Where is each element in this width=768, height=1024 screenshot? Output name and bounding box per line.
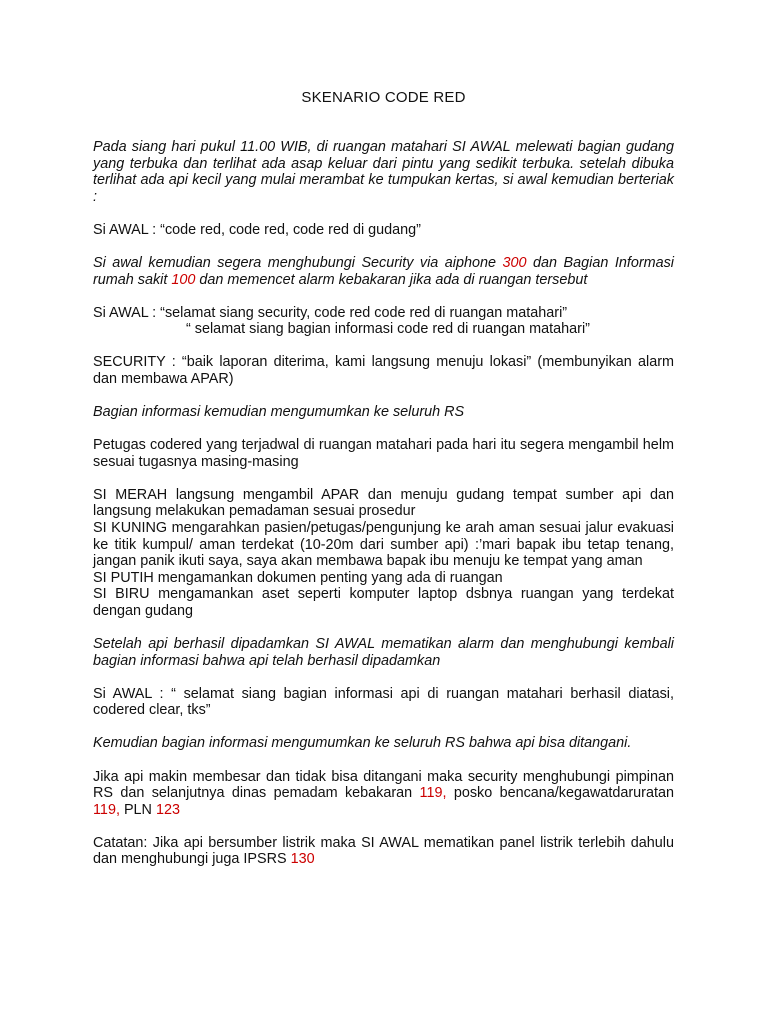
text-segment: PLN — [119, 801, 156, 818]
role-si-kuning: SI KUNING mengarahkan pasien/petugas/pengunjung ke arah aman sesuai jalur evakuasi ke titik kumpul/ aman terdekat (10-20m dari sumber api) :’mari bapak ibu tetap tenang, jangan panik ikuti saya, saya akan membawa bapak ibu menuju ke tempat yang aman — [93, 520, 674, 570]
role-si-merah: SI MERAH langsung mengambil APAR dan menuju gudang tempat sumber api dan langsung melakukan pemadaman sesuai prosedur — [93, 486, 674, 520]
phone-number-posko: 119, — [93, 801, 120, 818]
paragraph-announcement: Bagian informasi kemudian mengumumkan ke seluruh RS — [93, 404, 465, 421]
phone-number-security: 300 — [502, 254, 527, 271]
paragraph-security-response: SECURITY : “baik laporan diterima, kami langsung menuju lokasi” (membunyikan alarm dan membawa APAR) — [93, 354, 674, 387]
text-segment: dan Bagian Informasi rumah sakit — [93, 254, 674, 288]
paragraph-roles — [93, 487, 674, 620]
paragraph-si-awal-shout: Si AWAL : “code red, code red, code red di gudang” — [93, 221, 421, 238]
phone-number-ipsrs: 130 — [290, 851, 315, 868]
si-awal-line-1: Si AWAL : “selamat siang security, code red code red di ruangan matahari” — [93, 304, 568, 321]
paragraph-call-security — [93, 255, 674, 288]
paragraph-si-awal-call — [93, 305, 674, 338]
text-segment: posko bencana/kegawatdaruratan — [446, 785, 674, 802]
phone-number-informasi: 100 — [171, 271, 196, 288]
role-si-putih: SI PUTIH mengamankan dokumen penting yang ada di ruangan — [93, 569, 503, 586]
text-segment: Si awal kemudian segera menghubungi Security via aiphone — [93, 254, 503, 271]
si-awal-line-2: “ selamat siang bagian informasi code red di ruangan matahari” — [186, 321, 590, 338]
paragraph-petugas: Petugas codered yang terjadwal di ruangan matahari pada hari itu segera mengambil helm sesuai tugasnya masing-masing — [93, 437, 674, 470]
text-segment: Catatan: Jika api bersumber listrik maka SI AWAL mematikan panel listrik terlebih dahulu dan menghubungi juga IPSRS — [93, 834, 674, 868]
paragraph-fire-extinguished: Setelah api berhasil dipadamkan SI AWAL mematikan alarm dan menghubungi kembali bagian informasi bahwa api telah berhasil dipadamkan — [93, 636, 674, 669]
role-si-biru: SI BIRU mengamankan aset seperti komputer laptop dsbnya ruangan yang terdekat dengan gudang — [93, 586, 674, 619]
paragraph-intro: Pada siang hari pukul 11.00 WIB, di ruangan matahari SI AWAL melewati bagian gudang yang terbuka dan terlihat ada asap keluar dari pintu yang sedikit terbuka. setelah dibuka terlihat ada api kecil yang mulai merambat ke tumpukan kertas, si awal kemudian berteriak : — [93, 139, 674, 205]
paragraph-codered-clear: Si AWAL : “ selamat siang bagian informasi api di ruangan matahari berhasil diatasi, codered clear, tks” — [93, 685, 674, 719]
phone-number-damkar: 119, — [419, 785, 447, 802]
paragraph-note — [93, 835, 674, 868]
text-segment: dan memencet alarm kebakaran jika ada di ruangan tersebut — [195, 271, 588, 288]
document-title: SKENARIO CODE RED — [301, 89, 466, 106]
text-segment: Jika api makin membesar dan tidak bisa ditangani maka security menghubungi pimpinan RS dan selanjutnya dinas pemadam kebakaran — [93, 768, 674, 802]
phone-number-pln: 123 — [155, 801, 180, 818]
paragraph-final-announcement: Kemudian bagian informasi mengumumkan ke seluruh RS bahwa api bisa ditangani. — [93, 735, 632, 752]
paragraph-escalation — [93, 769, 674, 819]
